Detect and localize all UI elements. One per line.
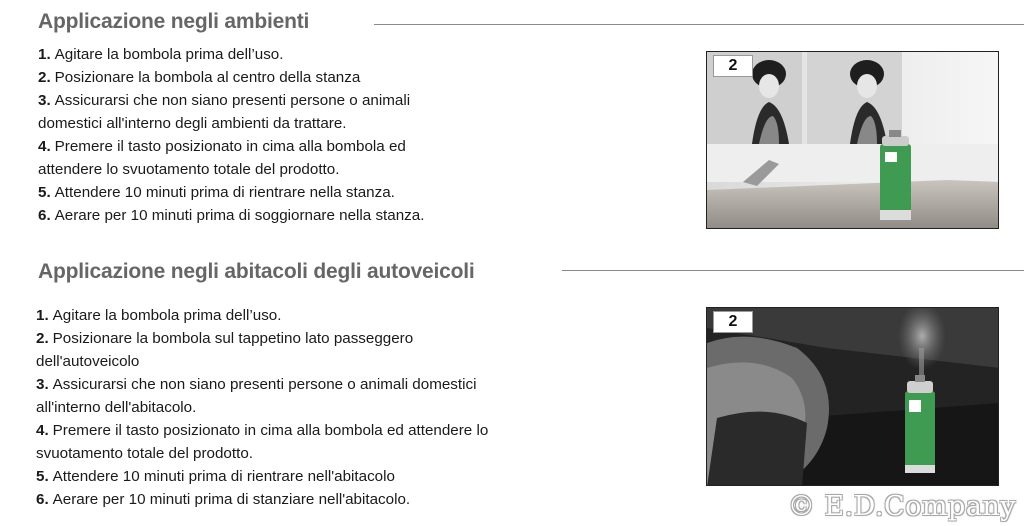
step-item [38,66,424,89]
step-text: Attendere 10 minuti prima di rientrare nell'abitacolo [52,468,395,485]
section-title: Applicazione negli abitacoli degli autoveicoli [38,260,475,283]
section-divider [374,24,1024,25]
step-number: 4. [38,138,51,155]
step-item-continuation [36,350,488,373]
step-text: Agitare la bombola prima dell’uso. [54,46,284,63]
step-text: Premere il tasto posizionato in cima alla bombola ed [54,138,406,155]
room-scene-image [707,52,999,229]
step-text: Posizionare la bombola al centro della stanza [54,69,361,86]
step-text: Assicurarsi che non siano presenti persone o animali domestici [52,376,477,393]
step-number: 4. [36,422,49,439]
step-item [38,181,424,204]
step-text: Attendere 10 minuti prima di rientrare nella stanza. [54,184,395,201]
step-number: 5. [38,184,51,201]
step-text: domestici all'interno degli ambienti da trattare. [38,115,347,132]
step-item-continuation [36,396,488,419]
step-number: 1. [38,46,51,63]
step-number: 5. [36,468,49,485]
step-text: Aerare per 10 minuti prima di soggiornare nella stanza. [54,207,425,224]
step-item [38,135,424,158]
step-item-continuation [38,158,424,181]
step-number: 2. [36,330,49,347]
photo-step-badge: 2 [713,311,753,333]
step-item [36,373,488,396]
step-text: svuotamento totale del prodotto. [36,445,253,462]
step-item [36,488,488,511]
step-text: Premere il tasto posizionato in cima alla bombola ed attendere lo [52,422,489,439]
step-text: attendere lo svuotamento totale del prodotto. [38,161,340,178]
step-item [38,89,424,112]
step-item [36,304,488,327]
step-item [36,465,488,488]
step-text: Aerare per 10 minuti prima di stanziare nell'abitacolo. [52,491,411,508]
step-item [38,204,424,227]
step-text: Agitare la bombola prima dell’uso. [52,307,282,324]
section-divider [562,270,1024,271]
room-photo [706,51,999,229]
step-number: 6. [36,491,49,508]
car-photo [706,307,999,486]
company-watermark: © E.D.Company [787,491,1016,522]
section-title: Applicazione negli ambienti [38,10,310,33]
photo-step-badge: 2 [713,55,753,77]
step-text: dell'autoveicolo [36,353,140,370]
car-interior-image [707,308,999,486]
step-text: Posizionare la bombola sul tappetino lato passeggero [52,330,414,347]
step-item-continuation [38,112,424,135]
step-item [36,419,488,442]
step-number: 3. [38,92,51,109]
step-number: 6. [38,207,51,224]
step-item-continuation [36,442,488,465]
step-number: 1. [36,307,49,324]
steps-list [38,43,424,227]
steps-list [36,304,488,511]
step-item [38,43,424,66]
step-number: 2. [38,69,51,86]
step-text: Assicurarsi che non siano presenti persone o animali [54,92,411,109]
step-text: all'interno dell'abitacolo. [36,399,197,416]
step-number: 3. [36,376,49,393]
step-item [36,327,488,350]
